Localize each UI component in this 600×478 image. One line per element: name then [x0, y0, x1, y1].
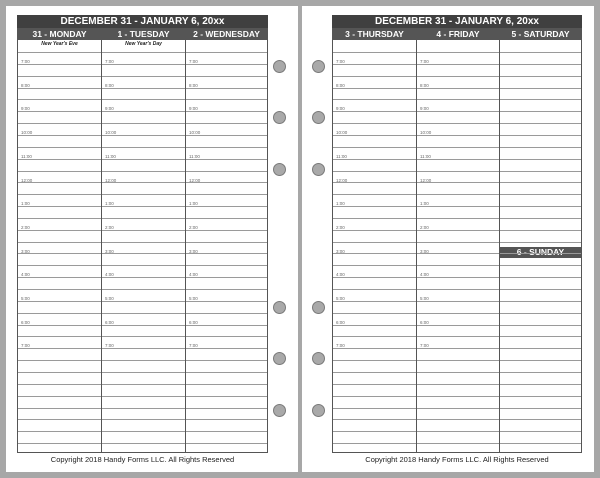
hour-label: 6:00	[21, 319, 30, 325]
hour-label: 2:00	[336, 224, 345, 230]
hour-label: 11:00	[105, 153, 116, 159]
ruled-line	[102, 99, 185, 100]
day-header-tuesday: 1 - TUESDAY	[102, 29, 185, 40]
ruled-line	[186, 253, 267, 254]
ruled-line	[18, 52, 101, 53]
ruled-line	[333, 289, 416, 290]
ruled-line	[186, 336, 267, 337]
ruled-line	[18, 99, 101, 100]
hour-label: 6:00	[105, 319, 114, 325]
ruled-line	[186, 443, 267, 444]
ruled-line	[417, 206, 499, 207]
ruled-line	[417, 301, 499, 302]
ruled-line	[417, 419, 499, 420]
ruled-line	[186, 206, 267, 207]
ruled-line	[102, 301, 185, 302]
ruled-line	[333, 242, 416, 243]
ruled-line	[18, 313, 101, 314]
ruled-line	[417, 64, 499, 65]
ruled-line	[500, 253, 581, 254]
day-header-friday: 4 - FRIDAY	[417, 29, 499, 40]
binder-hole	[312, 111, 325, 124]
hour-label: 12:00	[336, 177, 348, 183]
hour-label: 8:00	[105, 82, 114, 88]
ruled-line	[500, 396, 581, 397]
ruled-line	[102, 408, 185, 409]
hour-label: 1:00	[336, 201, 345, 207]
ruled-line	[500, 348, 581, 349]
ruled-line	[102, 396, 185, 397]
hour-label: 2:00	[21, 224, 30, 230]
ruled-line	[333, 88, 416, 89]
ruled-line	[500, 265, 581, 266]
hour-label: 6:00	[336, 319, 345, 325]
hour-label: 9:00	[189, 106, 198, 112]
hour-label: 11:00	[420, 153, 431, 159]
ruled-line	[333, 253, 416, 254]
ruled-line	[18, 408, 101, 409]
ruled-line	[500, 206, 581, 207]
ruled-line	[417, 147, 499, 148]
ruled-line	[333, 218, 416, 219]
hour-label: 11:00	[21, 153, 32, 159]
hour-label: 8:00	[420, 82, 429, 88]
ruled-line	[18, 289, 101, 290]
hour-label: 8:00	[336, 82, 345, 88]
ruled-line	[500, 76, 581, 77]
day-header-monday: 31 - MONDAY	[18, 29, 101, 40]
ruled-line	[333, 99, 416, 100]
ruled-line	[417, 336, 499, 337]
ruled-line	[333, 348, 416, 349]
ruled-line	[333, 265, 416, 266]
ruled-line	[333, 313, 416, 314]
ruled-line	[18, 88, 101, 89]
hour-label: 8:00	[21, 82, 30, 88]
right-week-title: DECEMBER 31 - JANUARY 6, 20xx	[332, 15, 582, 28]
ruled-line	[186, 242, 267, 243]
ruled-line	[102, 194, 185, 195]
ruled-line	[500, 289, 581, 290]
ruled-line	[18, 253, 101, 254]
ruled-line	[333, 408, 416, 409]
ruled-line	[186, 194, 267, 195]
day-column-friday	[416, 29, 499, 452]
ruled-line	[333, 431, 416, 432]
day-column-thursday	[333, 29, 416, 452]
ruled-line	[500, 88, 581, 89]
binder-hole	[273, 404, 286, 417]
hour-label: 4:00	[420, 272, 429, 278]
ruled-line	[18, 265, 101, 266]
ruled-line	[18, 218, 101, 219]
binder-hole	[273, 352, 286, 365]
ruled-line	[186, 111, 267, 112]
ruled-line	[500, 182, 581, 183]
hour-label: 3:00	[105, 248, 114, 254]
hour-label: 7:00	[189, 59, 198, 64]
ruled-line	[417, 443, 499, 444]
hour-label: 7:00	[420, 59, 429, 64]
binder-hole	[312, 352, 325, 365]
ruled-line	[333, 171, 416, 172]
ruled-line	[186, 372, 267, 373]
hour-label: 4:00	[336, 272, 345, 278]
ruled-line	[18, 384, 101, 385]
ruled-line	[500, 408, 581, 409]
day-header-saturday: 5 - SATURDAY	[500, 29, 581, 40]
ruled-line	[417, 396, 499, 397]
ruled-line	[417, 348, 499, 349]
ruled-line	[333, 147, 416, 148]
ruled-line	[186, 99, 267, 100]
ruled-line	[102, 336, 185, 337]
ruled-line	[333, 372, 416, 373]
ruled-line	[333, 443, 416, 444]
ruled-line	[500, 372, 581, 373]
ruled-line	[417, 88, 499, 89]
ruled-line	[102, 289, 185, 290]
right-copyright: Copyright 2018 Handy Forms LLC. All Rights Reserved	[365, 455, 549, 464]
day-header-thursday: 3 - THURSDAY	[333, 29, 416, 40]
ruled-line	[186, 230, 267, 231]
binder-hole	[273, 60, 286, 73]
hour-label: 7:00	[21, 59, 30, 64]
ruled-line	[417, 265, 499, 266]
ruled-line	[102, 265, 185, 266]
ruled-line	[500, 52, 581, 53]
hour-label: 9:00	[21, 106, 30, 112]
ruled-line	[18, 123, 101, 124]
ruled-line	[18, 336, 101, 337]
ruled-line	[333, 360, 416, 361]
ruled-line	[333, 230, 416, 231]
ruled-line	[18, 64, 101, 65]
ruled-line	[102, 123, 185, 124]
day-column-tuesday	[101, 29, 185, 452]
ruled-line	[500, 123, 581, 124]
ruled-line	[102, 384, 185, 385]
day-column-wednesday	[185, 29, 267, 452]
ruled-line	[417, 408, 499, 409]
ruled-line	[18, 111, 101, 112]
hour-label: 6:00	[420, 319, 429, 325]
hour-label: 2:00	[420, 224, 429, 230]
ruled-line	[417, 52, 499, 53]
holiday-new-years-day: New Year's Day	[125, 41, 162, 47]
ruled-line	[500, 360, 581, 361]
ruled-line	[102, 313, 185, 314]
ruled-line	[102, 64, 185, 65]
left-day-grid	[17, 28, 268, 453]
ruled-line	[102, 230, 185, 231]
hour-label: 10:00	[336, 130, 348, 136]
ruled-line	[333, 277, 416, 278]
ruled-line	[333, 206, 416, 207]
ruled-line	[18, 419, 101, 420]
ruled-line	[102, 360, 185, 361]
ruled-line	[18, 325, 101, 326]
hour-label: 9:00	[420, 106, 429, 112]
hour-label: 4:00	[21, 272, 30, 278]
binder-hole	[312, 301, 325, 314]
ruled-line	[417, 325, 499, 326]
ruled-line	[18, 277, 101, 278]
hour-label: 12:00	[21, 177, 33, 183]
ruled-line	[18, 194, 101, 195]
ruled-line	[18, 171, 101, 172]
ruled-line	[186, 360, 267, 361]
binder-hole	[312, 60, 325, 73]
hour-label: 7:00	[336, 59, 345, 64]
ruled-line	[500, 64, 581, 65]
hour-label: 3:00	[420, 248, 429, 254]
ruled-line	[102, 242, 185, 243]
hour-label: 8:00	[189, 82, 198, 88]
hour-label: 10:00	[105, 130, 117, 136]
hour-label: 1:00	[21, 201, 30, 207]
hour-label: 7:00	[105, 59, 114, 64]
hour-label: 10:00	[420, 130, 432, 136]
ruled-line	[18, 147, 101, 148]
ruled-line	[186, 147, 267, 148]
ruled-line	[333, 336, 416, 337]
hour-label: 7:00	[105, 343, 114, 349]
ruled-line	[500, 159, 581, 160]
ruled-line	[333, 111, 416, 112]
hour-label: 3:00	[336, 248, 345, 254]
hour-label: 7:00	[420, 343, 429, 349]
binder-hole	[312, 404, 325, 417]
hour-label: 2:00	[105, 224, 114, 230]
hour-label: 12:00	[420, 177, 432, 183]
hour-label: 1:00	[105, 201, 114, 207]
left-copyright: Copyright 2018 Handy Forms LLC. All Rights Reserved	[50, 455, 235, 464]
left-planner-page	[6, 6, 298, 472]
day-column-saturday-sunday	[499, 29, 581, 452]
ruled-line	[500, 99, 581, 100]
ruled-line	[102, 52, 185, 53]
binder-hole	[312, 163, 325, 176]
ruled-line	[333, 396, 416, 397]
ruled-line	[500, 277, 581, 278]
hour-label: 7:00	[21, 343, 30, 349]
hour-label: 6:00	[189, 319, 198, 325]
hour-label: 3:00	[21, 248, 30, 254]
ruled-line	[186, 431, 267, 432]
hour-label: 9:00	[105, 106, 114, 112]
ruled-line	[186, 313, 267, 314]
ruled-line	[102, 431, 185, 432]
ruled-line	[186, 123, 267, 124]
ruled-line	[102, 419, 185, 420]
ruled-line	[417, 313, 499, 314]
ruled-line	[102, 348, 185, 349]
ruled-line	[417, 99, 499, 100]
day-header-wednesday: 2 - WEDNESDAY	[186, 29, 267, 40]
ruled-line	[102, 372, 185, 373]
ruled-line	[417, 218, 499, 219]
hour-label: 5:00	[336, 296, 345, 301]
ruled-line	[333, 384, 416, 385]
ruled-line	[500, 431, 581, 432]
ruled-line	[102, 277, 185, 278]
binder-hole	[273, 111, 286, 124]
hour-label: 10:00	[21, 130, 33, 136]
ruled-line	[417, 230, 499, 231]
ruled-line	[500, 336, 581, 337]
ruled-line	[18, 348, 101, 349]
ruled-line	[500, 313, 581, 314]
ruled-line	[18, 242, 101, 243]
ruled-line	[333, 52, 416, 53]
ruled-line	[186, 384, 267, 385]
hour-label: 9:00	[336, 106, 345, 112]
ruled-line	[417, 194, 499, 195]
binder-hole	[273, 301, 286, 314]
hour-label: 4:00	[105, 272, 114, 278]
right-planner-page	[302, 6, 594, 472]
ruled-line	[417, 171, 499, 172]
hour-label: 5:00	[420, 296, 429, 301]
hour-label: 1:00	[420, 201, 429, 207]
ruled-line	[186, 265, 267, 266]
ruled-line	[333, 419, 416, 420]
ruled-line	[186, 171, 267, 172]
ruled-line	[18, 76, 101, 77]
ruled-line	[102, 325, 185, 326]
ruled-line	[186, 64, 267, 65]
ruled-line	[18, 396, 101, 397]
ruled-line	[186, 301, 267, 302]
ruled-line	[417, 123, 499, 124]
ruled-line	[333, 64, 416, 65]
ruled-line	[333, 301, 416, 302]
ruled-line	[186, 218, 267, 219]
ruled-line	[18, 206, 101, 207]
ruled-line	[417, 431, 499, 432]
ruled-line	[417, 384, 499, 385]
ruled-line	[417, 360, 499, 361]
binder-hole	[273, 163, 286, 176]
ruled-line	[102, 88, 185, 89]
ruled-line	[186, 76, 267, 77]
ruled-line	[102, 443, 185, 444]
ruled-line	[18, 443, 101, 444]
hour-label: 4:00	[189, 272, 198, 278]
right-day-grid	[332, 28, 582, 453]
ruled-line	[186, 419, 267, 420]
ruled-line	[186, 277, 267, 278]
ruled-line	[500, 147, 581, 148]
ruled-line	[186, 52, 267, 53]
hour-label: 12:00	[189, 177, 201, 183]
ruled-line	[500, 194, 581, 195]
ruled-line	[417, 372, 499, 373]
ruled-line	[500, 111, 581, 112]
ruled-line	[333, 194, 416, 195]
ruled-line	[186, 325, 267, 326]
ruled-line	[186, 408, 267, 409]
ruled-line	[18, 372, 101, 373]
ruled-line	[500, 301, 581, 302]
ruled-line	[500, 242, 581, 243]
ruled-line	[500, 218, 581, 219]
hour-label: 5:00	[21, 296, 30, 301]
day-header-sunday: 6 - SUNDAY	[500, 247, 581, 258]
ruled-line	[18, 230, 101, 231]
hour-label: 5:00	[189, 296, 198, 301]
ruled-line	[417, 111, 499, 112]
hour-label: 7:00	[336, 343, 345, 349]
hour-label: 2:00	[189, 224, 198, 230]
left-week-title: DECEMBER 31 - JANUARY 6, 20xx	[17, 15, 268, 28]
hour-label: 12:00	[105, 177, 117, 183]
ruled-line	[102, 218, 185, 219]
hour-label: 11:00	[336, 153, 347, 159]
day-column-monday	[18, 29, 101, 452]
ruled-line	[417, 253, 499, 254]
ruled-line	[333, 76, 416, 77]
ruled-line	[186, 289, 267, 290]
ruled-line	[186, 396, 267, 397]
ruled-line	[333, 325, 416, 326]
ruled-line	[18, 431, 101, 432]
hour-label: 10:00	[189, 130, 201, 136]
ruled-line	[417, 76, 499, 77]
ruled-line	[500, 384, 581, 385]
ruled-line	[417, 277, 499, 278]
ruled-line	[186, 88, 267, 89]
ruled-line	[417, 242, 499, 243]
holiday-new-years-eve: New Year's Eve	[41, 41, 78, 47]
ruled-line	[18, 360, 101, 361]
ruled-line	[102, 253, 185, 254]
ruled-line	[500, 443, 581, 444]
hour-label: 7:00	[189, 343, 198, 349]
ruled-line	[417, 289, 499, 290]
hour-label: 11:00	[189, 153, 200, 159]
ruled-line	[102, 147, 185, 148]
ruled-line	[18, 301, 101, 302]
hour-label: 5:00	[105, 296, 114, 301]
ruled-line	[333, 123, 416, 124]
hour-label: 1:00	[189, 201, 198, 207]
ruled-line	[186, 348, 267, 349]
ruled-line	[102, 111, 185, 112]
ruled-line	[500, 171, 581, 172]
hour-label: 3:00	[189, 248, 198, 254]
ruled-line	[500, 419, 581, 420]
ruled-line	[500, 230, 581, 231]
ruled-line	[102, 76, 185, 77]
ruled-line	[102, 171, 185, 172]
ruled-line	[500, 135, 581, 136]
ruled-line	[500, 325, 581, 326]
ruled-line	[102, 206, 185, 207]
